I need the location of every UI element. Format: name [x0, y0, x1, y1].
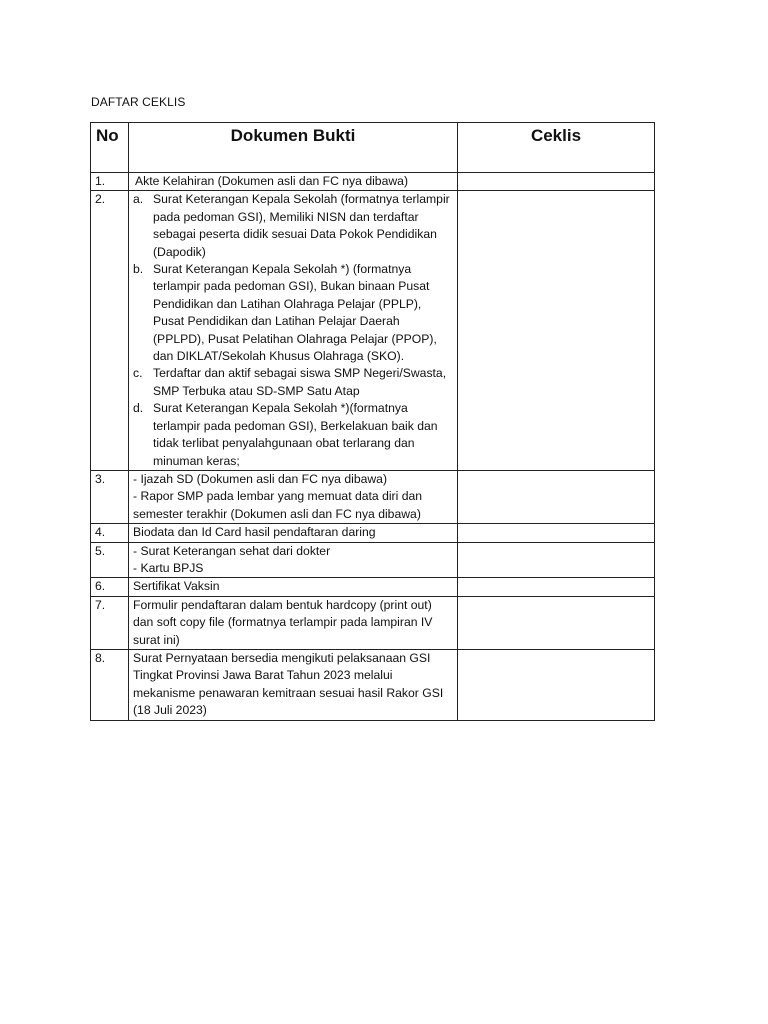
list-item-text: Surat Keterangan Kepala Sekolah *) (formatnya terlampir pada pedoman GSI), Bukan binaan Pusat Pendidikan dan Latihan Olahraga Pelajar (PPLP), Pusat Pendidikan dan Latihan Pelajar Daerah (PPLPD), Pusat Pelatihan Olahraga Pelajar (PPOP), dan DIKLAT/Sekolah Khusus Olahraga (SKO).	[153, 262, 437, 364]
column-header-no: No	[91, 123, 129, 173]
table-row	[91, 649, 655, 720]
document-text: Surat Pernyataan bersedia mengikuti pelaksanaan GSI Tingkat Provinsi Jawa Barat Tahun 2023 melalui mekanisme penawaran kemitraan sesuai hasil Rakor GSI (18 Juli 2023)	[133, 650, 444, 718]
list-item-text: Surat Keterangan Kepala Sekolah *)(formatnya terlampir pada pedoman GSI), Berkelakuan baik dan tidak terlibat penyalahgunaan obat terlarang dan minuman keras;	[153, 401, 438, 468]
check-cell[interactable]	[458, 470, 655, 523]
list-item	[133, 191, 453, 261]
document-text: Sertifikat Vaksin	[133, 579, 220, 594]
check-cell[interactable]	[458, 578, 655, 596]
document-cell	[129, 542, 458, 578]
list-marker: d.	[133, 401, 144, 416]
row-number: 6.	[91, 578, 129, 596]
document-cell	[129, 470, 458, 523]
table-row	[91, 578, 655, 596]
row-number: 8.	[91, 649, 129, 720]
requirement-list	[133, 191, 453, 470]
document-cell	[129, 191, 458, 471]
list-marker: c.	[133, 366, 143, 381]
list-item-text: Surat Keterangan Kepala Sekolah (formatnya terlampir pada pedoman GSI), Memiliki NISN dan terdaftar sebagai peserta didik sesuai Data Pokok Pendidikan (Dapodik)	[153, 192, 450, 259]
document-text: Akte Kelahiran (Dokumen asli dan FC nya dibawa)	[135, 174, 408, 188]
check-cell[interactable]	[458, 649, 655, 720]
document-cell	[129, 596, 458, 649]
document-text: - Ijazah SD (Dokumen asli dan FC nya dibawa)	[133, 471, 388, 486]
document-text: Biodata dan Id Card hasil pendaftaran daring	[133, 525, 376, 540]
table-header-row	[91, 123, 655, 173]
check-cell[interactable]	[458, 542, 655, 578]
check-cell[interactable]	[458, 173, 655, 191]
check-cell[interactable]	[458, 596, 655, 649]
list-marker: a.	[133, 192, 144, 207]
row-number: 2.	[91, 191, 129, 471]
table-row	[91, 596, 655, 649]
list-item	[133, 400, 453, 470]
table-row	[91, 191, 655, 471]
table-row	[91, 470, 655, 523]
row-number: 7.	[91, 596, 129, 649]
check-cell[interactable]	[458, 191, 655, 471]
document-cell	[129, 649, 458, 720]
list-item	[133, 261, 453, 365]
page-title: DAFTAR CEKLIS	[91, 95, 186, 109]
document-cell	[129, 173, 458, 191]
document-text: - Surat Keterangan sehat dari dokter	[133, 543, 331, 558]
row-number: 1.	[91, 173, 129, 191]
row-number: 5.	[91, 542, 129, 578]
document-cell	[129, 578, 458, 596]
column-header-document: Dokumen Bukti	[129, 123, 458, 173]
list-item	[133, 365, 453, 400]
list-item-text: Terdaftar dan aktif sebagai siswa SMP Negeri/Swasta, SMP Terbuka atau SD-SMP Satu Atap	[153, 366, 447, 398]
row-number: 3.	[91, 470, 129, 523]
checklist-table	[90, 122, 655, 721]
column-header-check: Ceklis	[458, 123, 655, 173]
document-text: - Rapor SMP pada lembar yang memuat data diri dan semester terakhir (Dokumen asli dan FC nya dibawa)	[133, 489, 423, 521]
document-text: - Kartu BPJS	[133, 560, 204, 575]
table-row	[91, 542, 655, 578]
document-text: Formulir pendaftaran dalam bentuk hardcopy (print out) dan soft copy file (formatnya terlampir pada lampiran IV surat ini)	[133, 597, 433, 647]
check-cell[interactable]	[458, 524, 655, 542]
document-cell	[129, 524, 458, 542]
list-marker: b.	[133, 262, 144, 277]
row-number: 4.	[91, 524, 129, 542]
table-row	[91, 524, 655, 542]
table-row	[91, 173, 655, 191]
